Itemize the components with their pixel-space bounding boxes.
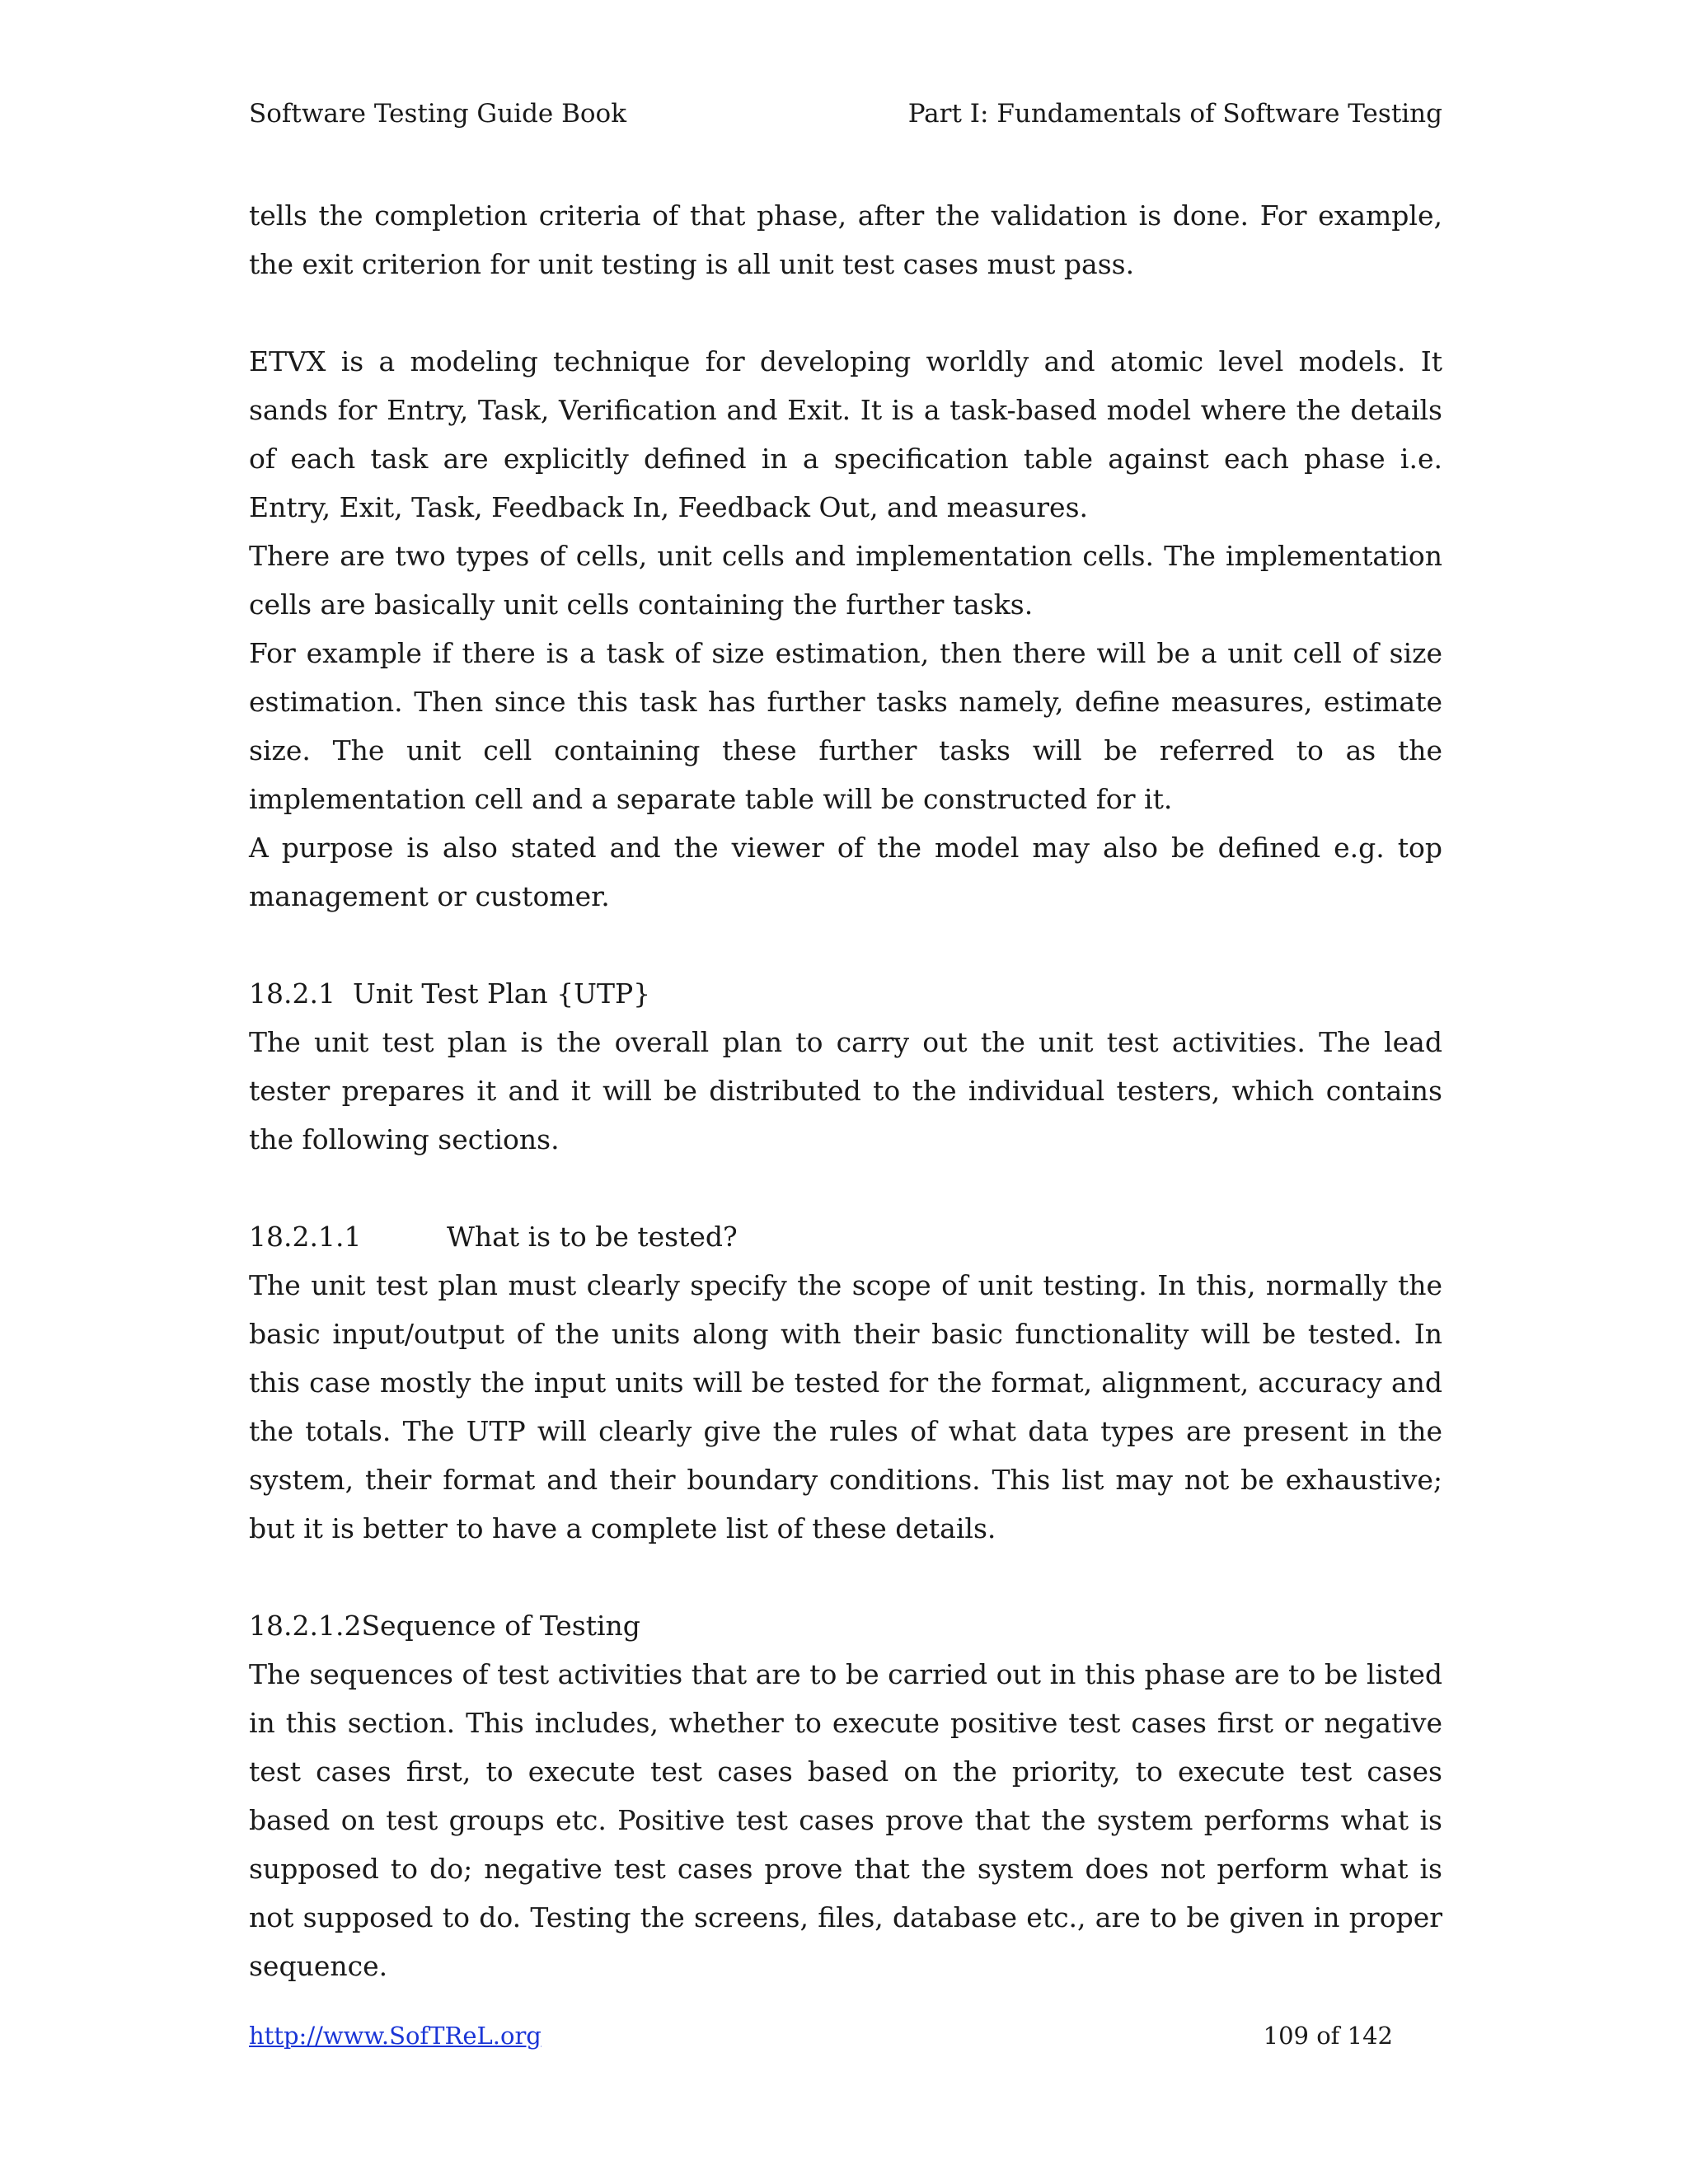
section-heading-sequence-of-testing: 18.2.1.2Sequence of Testing (249, 1610, 640, 1642)
section-heading-unit-test-plan (249, 969, 1442, 1018)
page-body (249, 191, 1442, 1990)
section-number: 18.2.1.1 (249, 1221, 362, 1253)
section-number: 18.2.1 (249, 977, 335, 1010)
section-title: Unit Test Plan {UTP} (352, 977, 651, 1010)
paragraph-gap (249, 1553, 1442, 1601)
header-book-title: Software Testing Guide Book (249, 99, 627, 129)
paragraph-purpose: A purpose is also stated and the viewer of the model may also be defined e.g. top management or customer. (249, 832, 1442, 912)
page-number: 109 of 142 (1263, 2022, 1393, 2050)
softrel-link[interactable]: http://www.SofTReL.org (249, 2022, 542, 2050)
paragraph-scope: The unit test plan must clearly specify the scope of unit testing. In this, normally the basic input/output of the units along with their basic functionality will be tested. In this case mostly the input units will be tested for the format, alignment, accuracy and the totals. The UTP will clearly give the rules of what data types are present in the system, their format and their boundary conditions. This list may not be exhaustive; but it is better to have a complete list of these details. (249, 1269, 1442, 1544)
header-part-title: Part I: Fundamentals of Software Testing (907, 99, 1442, 129)
page-header (249, 97, 1442, 130)
paragraph-unit-test-plan: The unit test plan is the overall plan to carry out the unit test activities. The lead tester prepares it and it will be distributed to the individual testers, which contains the following sections. (249, 1026, 1442, 1155)
section-title: What is to be tested? (447, 1221, 738, 1253)
paragraph-gap (249, 921, 1442, 969)
paragraph-cell-types: There are two types of cells, unit cells and implementation cells. The implementation cells are basically unit cells containing the further tasks. (249, 540, 1442, 621)
section-heading-what-to-test (249, 1212, 1442, 1261)
paragraph-gap (249, 288, 1442, 337)
paragraph-etvx: ETVX is a modeling technique for developing worldly and atomic level models. It sands for Entry, Task, Verification and Exit. It is a task-based model where the details of each task are explicitly defined in a specification table against each phase i.e. Entry, Exit, Task, Feedback In, Feedback Out, and measures. (249, 345, 1442, 523)
paragraph-size-estimation: For example if there is a task of size estimation, then there will be a unit cell of size estimation. Then since this task has further tasks namely, define measures, estimate size. The unit cell containing these further tasks will be referred to as the implementation cell and a separate table will be constructed for it. (249, 637, 1442, 815)
page-footer (249, 2019, 1393, 2052)
paragraph-sequence: The sequences of test activities that are to be carried out in this phase are to be listed in this section. This includes, whether to execute positive test cases first or negative test cases first, to execute test cases based on the priority, to execute test cases based on test groups etc. Positive test cases prove that the system performs what is supposed to do; negative test cases prove that the system does not perform what is not supposed to do. Testing the screens, files, database etc., are to be given in proper sequence. (249, 1658, 1442, 1982)
paragraph-completion-criteria: tells the completion criteria of that phase, after the validation is done. For example, the exit criterion for unit testing is all unit test cases must pass. (249, 199, 1442, 280)
paragraph-gap (249, 1164, 1442, 1212)
